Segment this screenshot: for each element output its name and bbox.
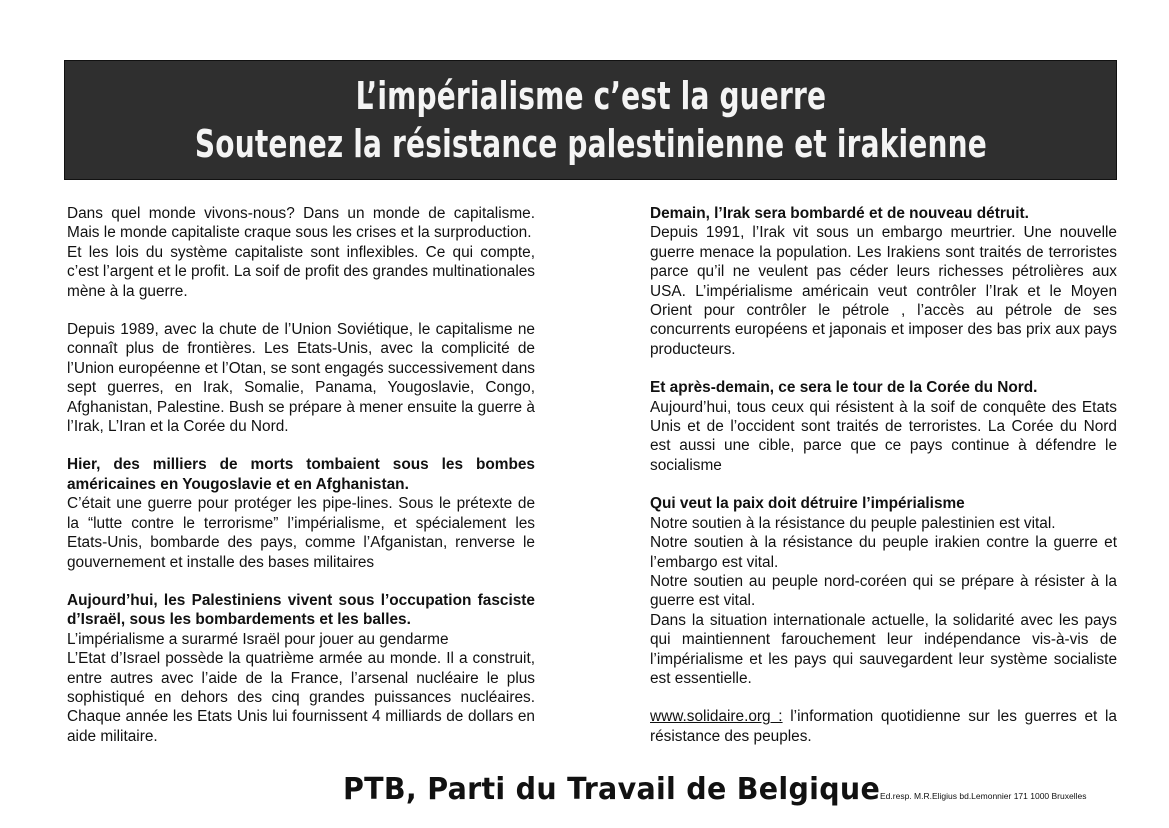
section-heading: Aujourd’hui, les Palestiniens vivent sous l’occupation fasciste d’Israël, sous les bombardements et les balles. <box>67 591 535 629</box>
paragraph: Notre soutien au peuple nord-coréen qui se prépare à résister à la guerre est vital. <box>650 572 1117 610</box>
paragraph: Depuis 1991, l’Irak vit sous un embargo meurtrier. Une nouvelle guerre menace la population. Les Irakiens sont traités de terroristes parce qu’il ne veulent pas céder leurs richesses pétrolières aux USA. L’impérialisme américain veut contrôler l’Irak et le Moyen Orient pour contrôler le pétrole , l’accès au pétrole de ses concurrents européens et japonais et imposer des bas prix aux pays producteurs. <box>650 224 1117 358</box>
right-column <box>650 204 1117 746</box>
section-heading: Qui veut la paix doit détruire l’impérialisme <box>650 495 965 513</box>
banner-title-line-1: L’impérialisme c’est la guerre <box>355 74 826 118</box>
paragraph: Notre soutien à la résistance du peuple palestinien est vital. <box>650 514 1056 532</box>
paragraph: L’Etat d’Israel possède la quatrième armée au monde. Il a construit, entre autres avec l’aide de la France, l’arsenal nucléaire le plus sophistiqué en dehors des cinq grandes puissances nucléaires. Chaque année les Etats Unis lui fournissent 4 milliards de dollars en aide militaire. <box>67 650 535 745</box>
paragraph: Dans quel monde vivons-nous? Dans un monde de capitalisme. Mais le monde capitaliste craque sous les crises et la surproduction. <box>67 205 535 242</box>
website-link[interactable]: www.solidaire.org : <box>650 708 783 726</box>
paragraph: Et les lois du système capitaliste sont inflexibles. Ce qui compte, c’est l’argent et le profit. La soif de profit des grandes multinationales mène à la guerre. <box>67 243 535 300</box>
website-description: l’information quotidienne sur les guerres et la résistance des peuples. <box>650 708 1117 745</box>
left-column <box>67 204 535 746</box>
paragraph: Depuis 1989, avec la chute de l’Union Soviétique, le capitalisme ne connaît plus de frontières. Les Etats-Unis, avec la complicité de l’Union européenne et l’Otan, se sont engagés successivement dans sept guerres, en Irak, Somalie, Panama, Yougoslavie, Congo, Afghanistan, Palestine. Bush se prépare à mener ensuite la guerre à l’Irak, L’Iran et la Corée du Nord. <box>67 321 535 436</box>
paragraph: L’impérialisme a surarmé Israël pour jouer au gendarme <box>67 630 449 648</box>
paragraph: C’était une guerre pour protéger les pipe-lines. Sous le prétexte de la “lutte contre le terrorisme” l’impérialisme, et spécialement les Etats-Unis, bombarde des pays, comme l’Afganistan, renverse le gouvernement et installe des bases militaires <box>67 495 535 571</box>
footer-publisher: Ed.resp. M.R.Eligius bd.Lemonnier 171 1000 Bruxelles <box>880 791 1087 801</box>
banner-title-line-2: Soutenez la résistance palestinienne et irakienne <box>194 122 987 166</box>
section-heading: Et après-demain, ce sera le tour de la Corée du Nord. <box>650 379 1038 397</box>
paragraph: Notre soutien à la résistance du peuple irakien contre la guerre et l’embargo est vital. <box>650 534 1117 571</box>
website-line <box>650 707 1117 746</box>
section-heading: Demain, l’Irak sera bombardé et de nouveau détruit. <box>650 205 1029 222</box>
title-banner <box>64 60 1117 180</box>
paragraph: Aujourd’hui, tous ceux qui résistent à la soif de conquête des Etats Unis et de l’occident sont traités de terroristes. La Corée du Nord est aussi une cible, parce que ce pays continue à défendre le socialisme <box>650 398 1117 474</box>
paragraph: Dans la situation internationale actuelle, la solidarité avec les pays qui maintiennent farouchement leur indépendance vis-à-vis de l’impérialisme et les pays qui sauvegardent leur système socialiste est essentielle. <box>650 611 1117 687</box>
section-heading: Hier, des milliers de morts tombaient sous les bombes américaines en Yougoslavie et en Afghanistan. <box>67 456 535 493</box>
footer-party-name: PTB, Parti du Travail de Belgique <box>343 772 881 807</box>
